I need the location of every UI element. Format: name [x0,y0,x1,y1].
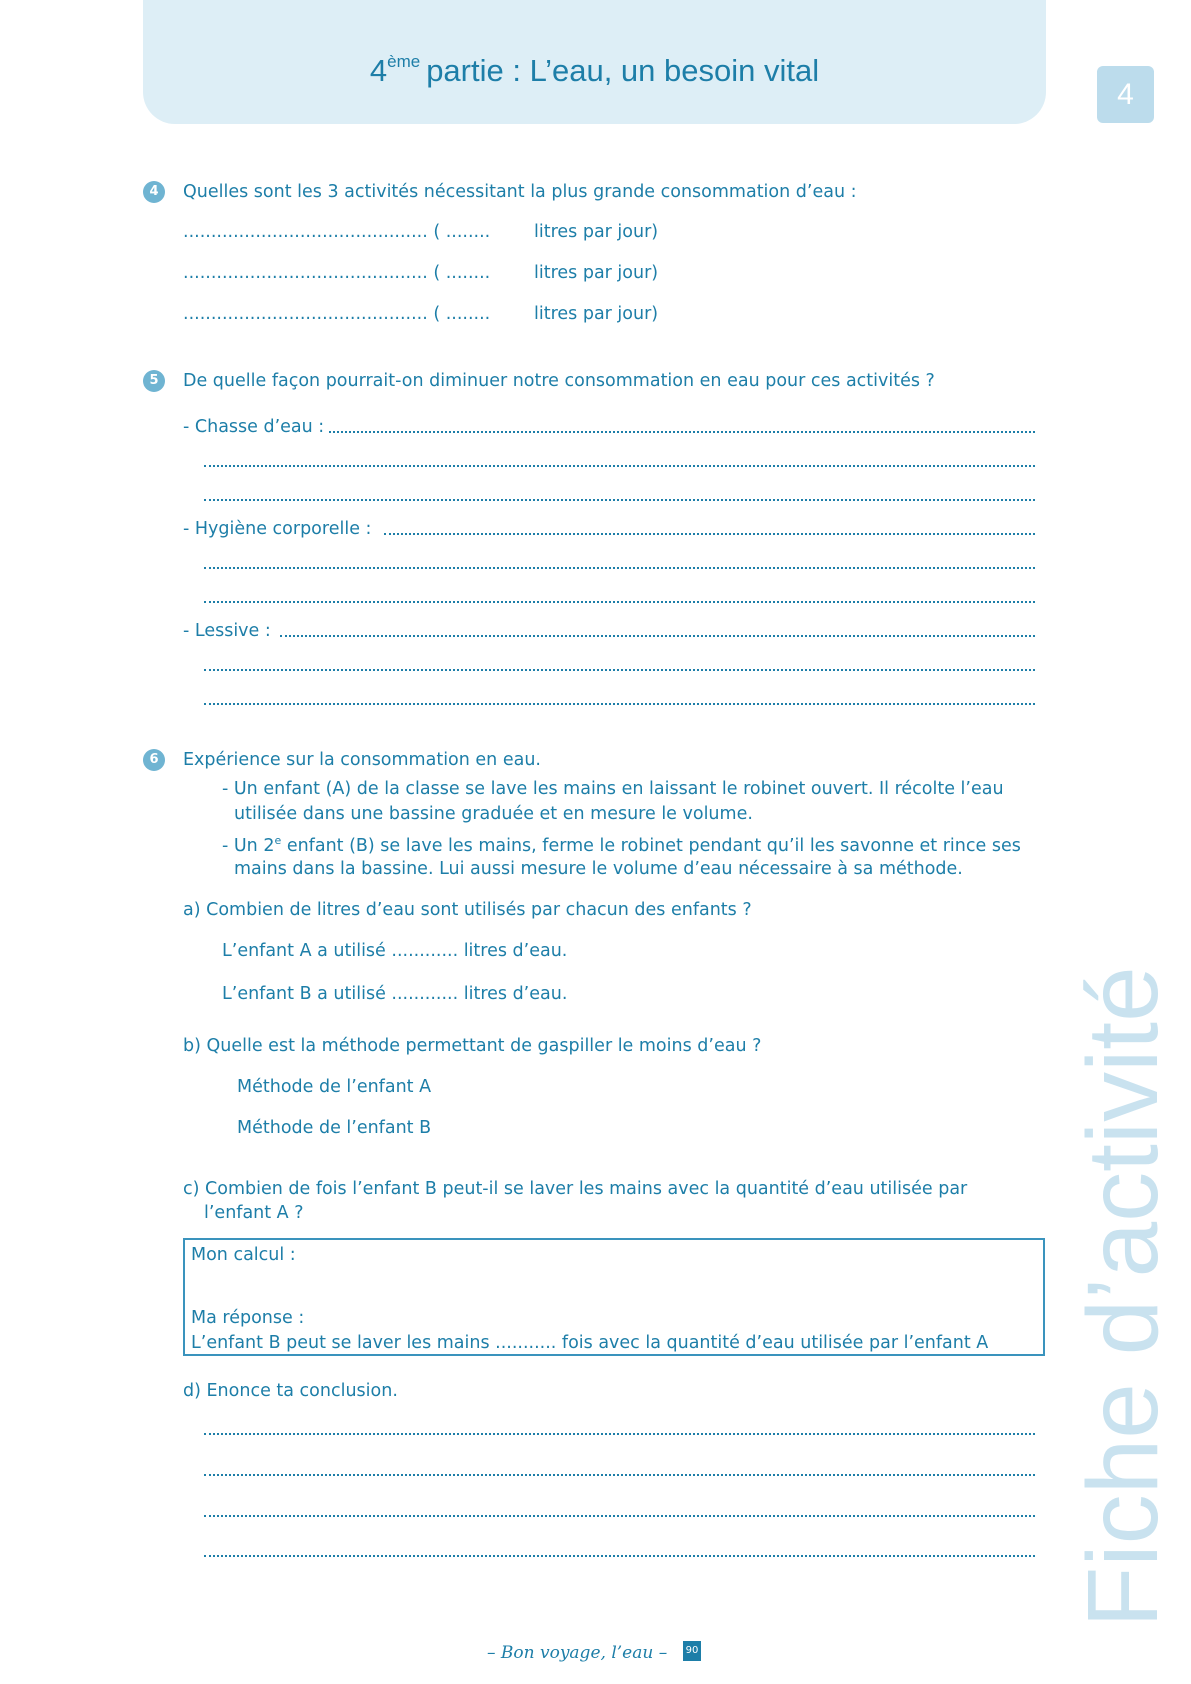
q6b-option-a[interactable]: Méthode de l’enfant A [237,1077,432,1097]
q6d-line-4[interactable] [204,1555,1035,1557]
q6d-question: d) Enonce ta conclusion. [183,1381,398,1401]
q5-chasse-line-1[interactable] [329,431,1035,433]
title-number: 4 [369,53,388,88]
q6b-question: b) Quelle est la méthode permettant de gaspiller le moins d’eau ? [183,1036,762,1056]
q4-answer-blank-1[interactable]: ............................................ ( ........ [183,222,491,242]
q4-answer-unit-3: litres par jour) [534,304,659,324]
q4-answer-blank-2[interactable]: ............................................ ( ........ [183,263,491,283]
chapter-tab: 4 [1097,66,1154,123]
question-4-badge: 4 [143,181,165,203]
q4-answer-unit-2: litres par jour) [534,263,659,283]
question-5-text: De quelle façon pourrait-on diminuer notre consommation en eau pour ces activités ? [183,371,935,391]
title-text: partie : L’eau, un besoin vital [426,53,820,88]
page-title [143,52,1046,89]
q6d-line-2[interactable] [204,1474,1035,1476]
q6-bullet-1-line-2: utilisée dans une bassine graduée et en mesure le volume. [234,804,753,824]
q6a-answer-a[interactable]: L’enfant A a utilisé ............ litres d’eau. [222,941,568,961]
q5-lessive-line-2[interactable] [204,669,1035,671]
footer-text: – Bon voyage, l’eau – [487,1643,668,1663]
q4-answer-unit-1: litres par jour) [534,222,659,242]
question-6-badge: 6 [143,749,165,771]
q6c-question-line-2: l’enfant A ? [204,1203,304,1223]
q5-item-chasse-label: - Chasse d’eau : [183,417,325,437]
q6-bullet-2-line-2: mains dans la bassine. Lui aussi mesure le volume d’eau nécessaire à sa méthode. [234,859,963,879]
q5-hygiene-line-1[interactable] [384,533,1035,535]
q6-bullet-2-sup: e [274,834,282,847]
q5-item-lessive-label: - Lessive : [183,621,271,641]
box-answer-line[interactable]: L’enfant B peut se laver les mains ........... fois avec la quantité d’eau utilisée par l’enfant A [191,1333,989,1353]
q6c-question-line-1: c) Combien de fois l’enfant B peut-il se laver les mains avec la quantité d’eau utilisée par [183,1179,968,1199]
box-answer-label: Ma réponse : [191,1308,305,1328]
q5-item-hygiene-label: - Hygiène corporelle : [183,519,372,539]
page-header [143,0,1046,124]
q5-hygiene-line-3[interactable] [204,601,1035,603]
q5-chasse-line-2[interactable] [204,465,1035,467]
q6d-line-1[interactable] [204,1433,1035,1435]
q6-bullet-2-post: enfant (B) se lave les mains, ferme le robinet pendant qu’il les savonne et rince ses [281,835,1021,856]
q5-lessive-line-3[interactable] [204,703,1035,705]
q6-bullet-2-pre: - Un 2 [222,835,275,856]
question-5-badge: 5 [143,370,165,392]
question-4-text: Quelles sont les 3 activités nécessitant la plus grande consommation d’eau : [183,182,857,202]
q6a-question: a) Combien de litres d’eau sont utilisés par chacun des enfants ? [183,900,752,920]
side-label-text: Fiche d’activité [1067,966,1179,1628]
q5-chasse-line-3[interactable] [204,499,1035,501]
page-number: 90 [683,1641,701,1661]
q6-bullet-2-line-1 [222,834,1021,856]
q6d-line-3[interactable] [204,1515,1035,1517]
q5-lessive-line-1[interactable] [280,635,1035,637]
q6a-answer-b[interactable]: L’enfant B a utilisé ............ litres d’eau. [222,984,568,1004]
box-calc-label: Mon calcul : [191,1245,296,1265]
question-6-text: Expérience sur la consommation en eau. [183,750,541,770]
title-superscript: ème [387,52,421,71]
q5-hygiene-line-2[interactable] [204,567,1035,569]
q6-bullet-1-line-1: - Un enfant (A) de la classe se lave les mains en laissant le robinet ouvert. Il récolte l’eau [222,779,1004,799]
q4-answer-blank-3[interactable]: ............................................ ( ........ [183,304,491,324]
q6b-option-b[interactable]: Méthode de l’enfant B [237,1118,432,1138]
